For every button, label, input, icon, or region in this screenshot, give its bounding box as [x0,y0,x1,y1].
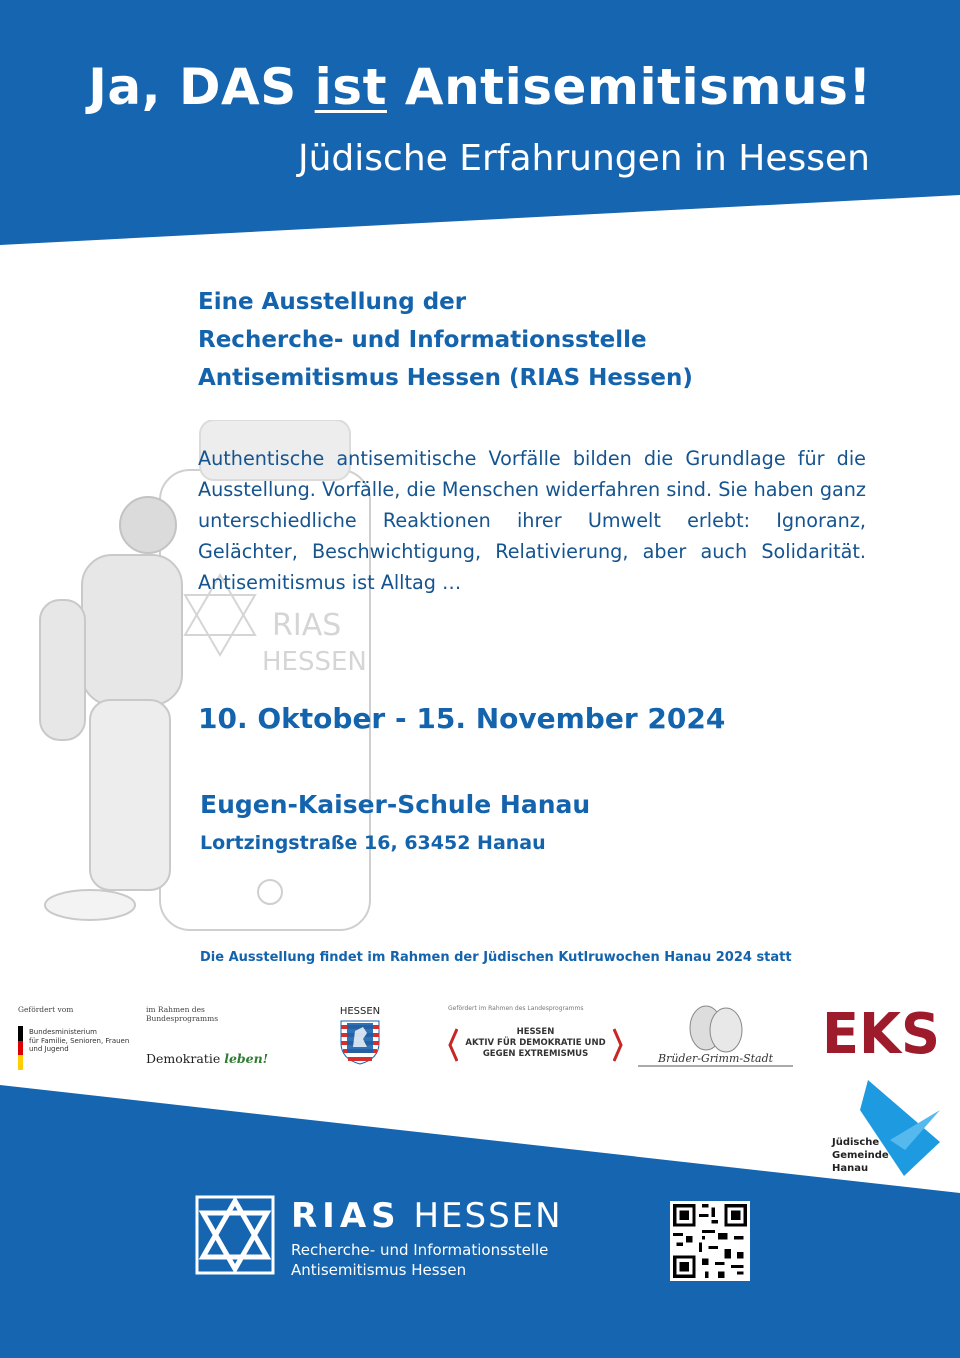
svg-text:EKS: EKS [822,1005,940,1057]
hessen-aktiv-logo: Gefördert im Rahmen des Landesprogramms HESSEN AKTIV FÜR DEMOKRATIE UND GEGEN EXTREMISMUS [448,1005,623,1063]
svg-text:Brüder-Grimm-Stadt: Brüder-Grimm-Stadt [658,1052,774,1065]
poster-title: Ja, DAS ist Antisemitismus! [88,58,872,116]
header-band [0,0,960,250]
juedische-gemeinde-hanau-logo: Jüdische Gemeinde Hanau [830,1080,945,1180]
hessen-coat-of-arms-logo: HESSEN [333,1006,387,1069]
poster-subtitle: Jüdische Erfahrungen in Hessen [298,138,870,179]
bracket-left-icon [448,1028,458,1062]
demokratie-leben-logo: im Rahmen des Bundesprogramms Demokratie leben! [146,1005,269,1066]
rias-star-logo-icon [195,1195,275,1275]
event-venue: Eugen-Kaiser-Schule Hanau [200,790,591,819]
qr-code[interactable] [670,1201,750,1281]
intro-line-2: Recherche- und Informationsstelle [198,327,647,353]
event-dates: 10. Oktober - 15. November 2024 [198,702,726,735]
title-emphasis: ist [314,58,387,116]
intro-heading [198,283,818,397]
bmfsfj-logo: Gefördert vom Bundesministerium für Familie, Senioren, Frauen und Jugend [18,1005,138,1070]
intro-line-3: Antisemitismus Hessen (RIAS Hessen) [198,365,693,391]
illustration-hessen-text: HESSEN [262,647,367,677]
illustration-rias-text: RIAS [272,608,342,643]
german-flag-icon [18,1026,23,1070]
event-context: Die Ausstellung findet im Rahmen der Jüdischen Kutlruwochen Hanau 2024 statt [200,950,792,965]
event-address: Lortzingstraße 16, 63452 Hanau [200,832,546,854]
intro-line-1: Eine Ausstellung der [198,289,467,315]
description-paragraph: Authentische antisemitische Vorfälle bilden die Grundlage für die Ausstellung. Vorfälle, die Menschen widerfahren sind. Sie haben ganz unterschiedliche Reaktionen ihrer Umwelt erlebt: Ignoranz, Gelächter, Beschwichtigung, Relativierung, aber auch Solidarität. Antisemitismus ist Alltag … [198,447,866,594]
bracket-right-icon [613,1028,623,1062]
brueder-grimm-stadt-logo [638,1000,793,1070]
eks-logo [822,1005,940,1057]
hessen-lion-icon [333,1017,387,1065]
rias-hessen-wordmark: RIAS HESSEN [291,1196,563,1236]
rias-subtitle: Recherche- und Informationsstelle Antisemitismus Hessen [291,1241,549,1279]
